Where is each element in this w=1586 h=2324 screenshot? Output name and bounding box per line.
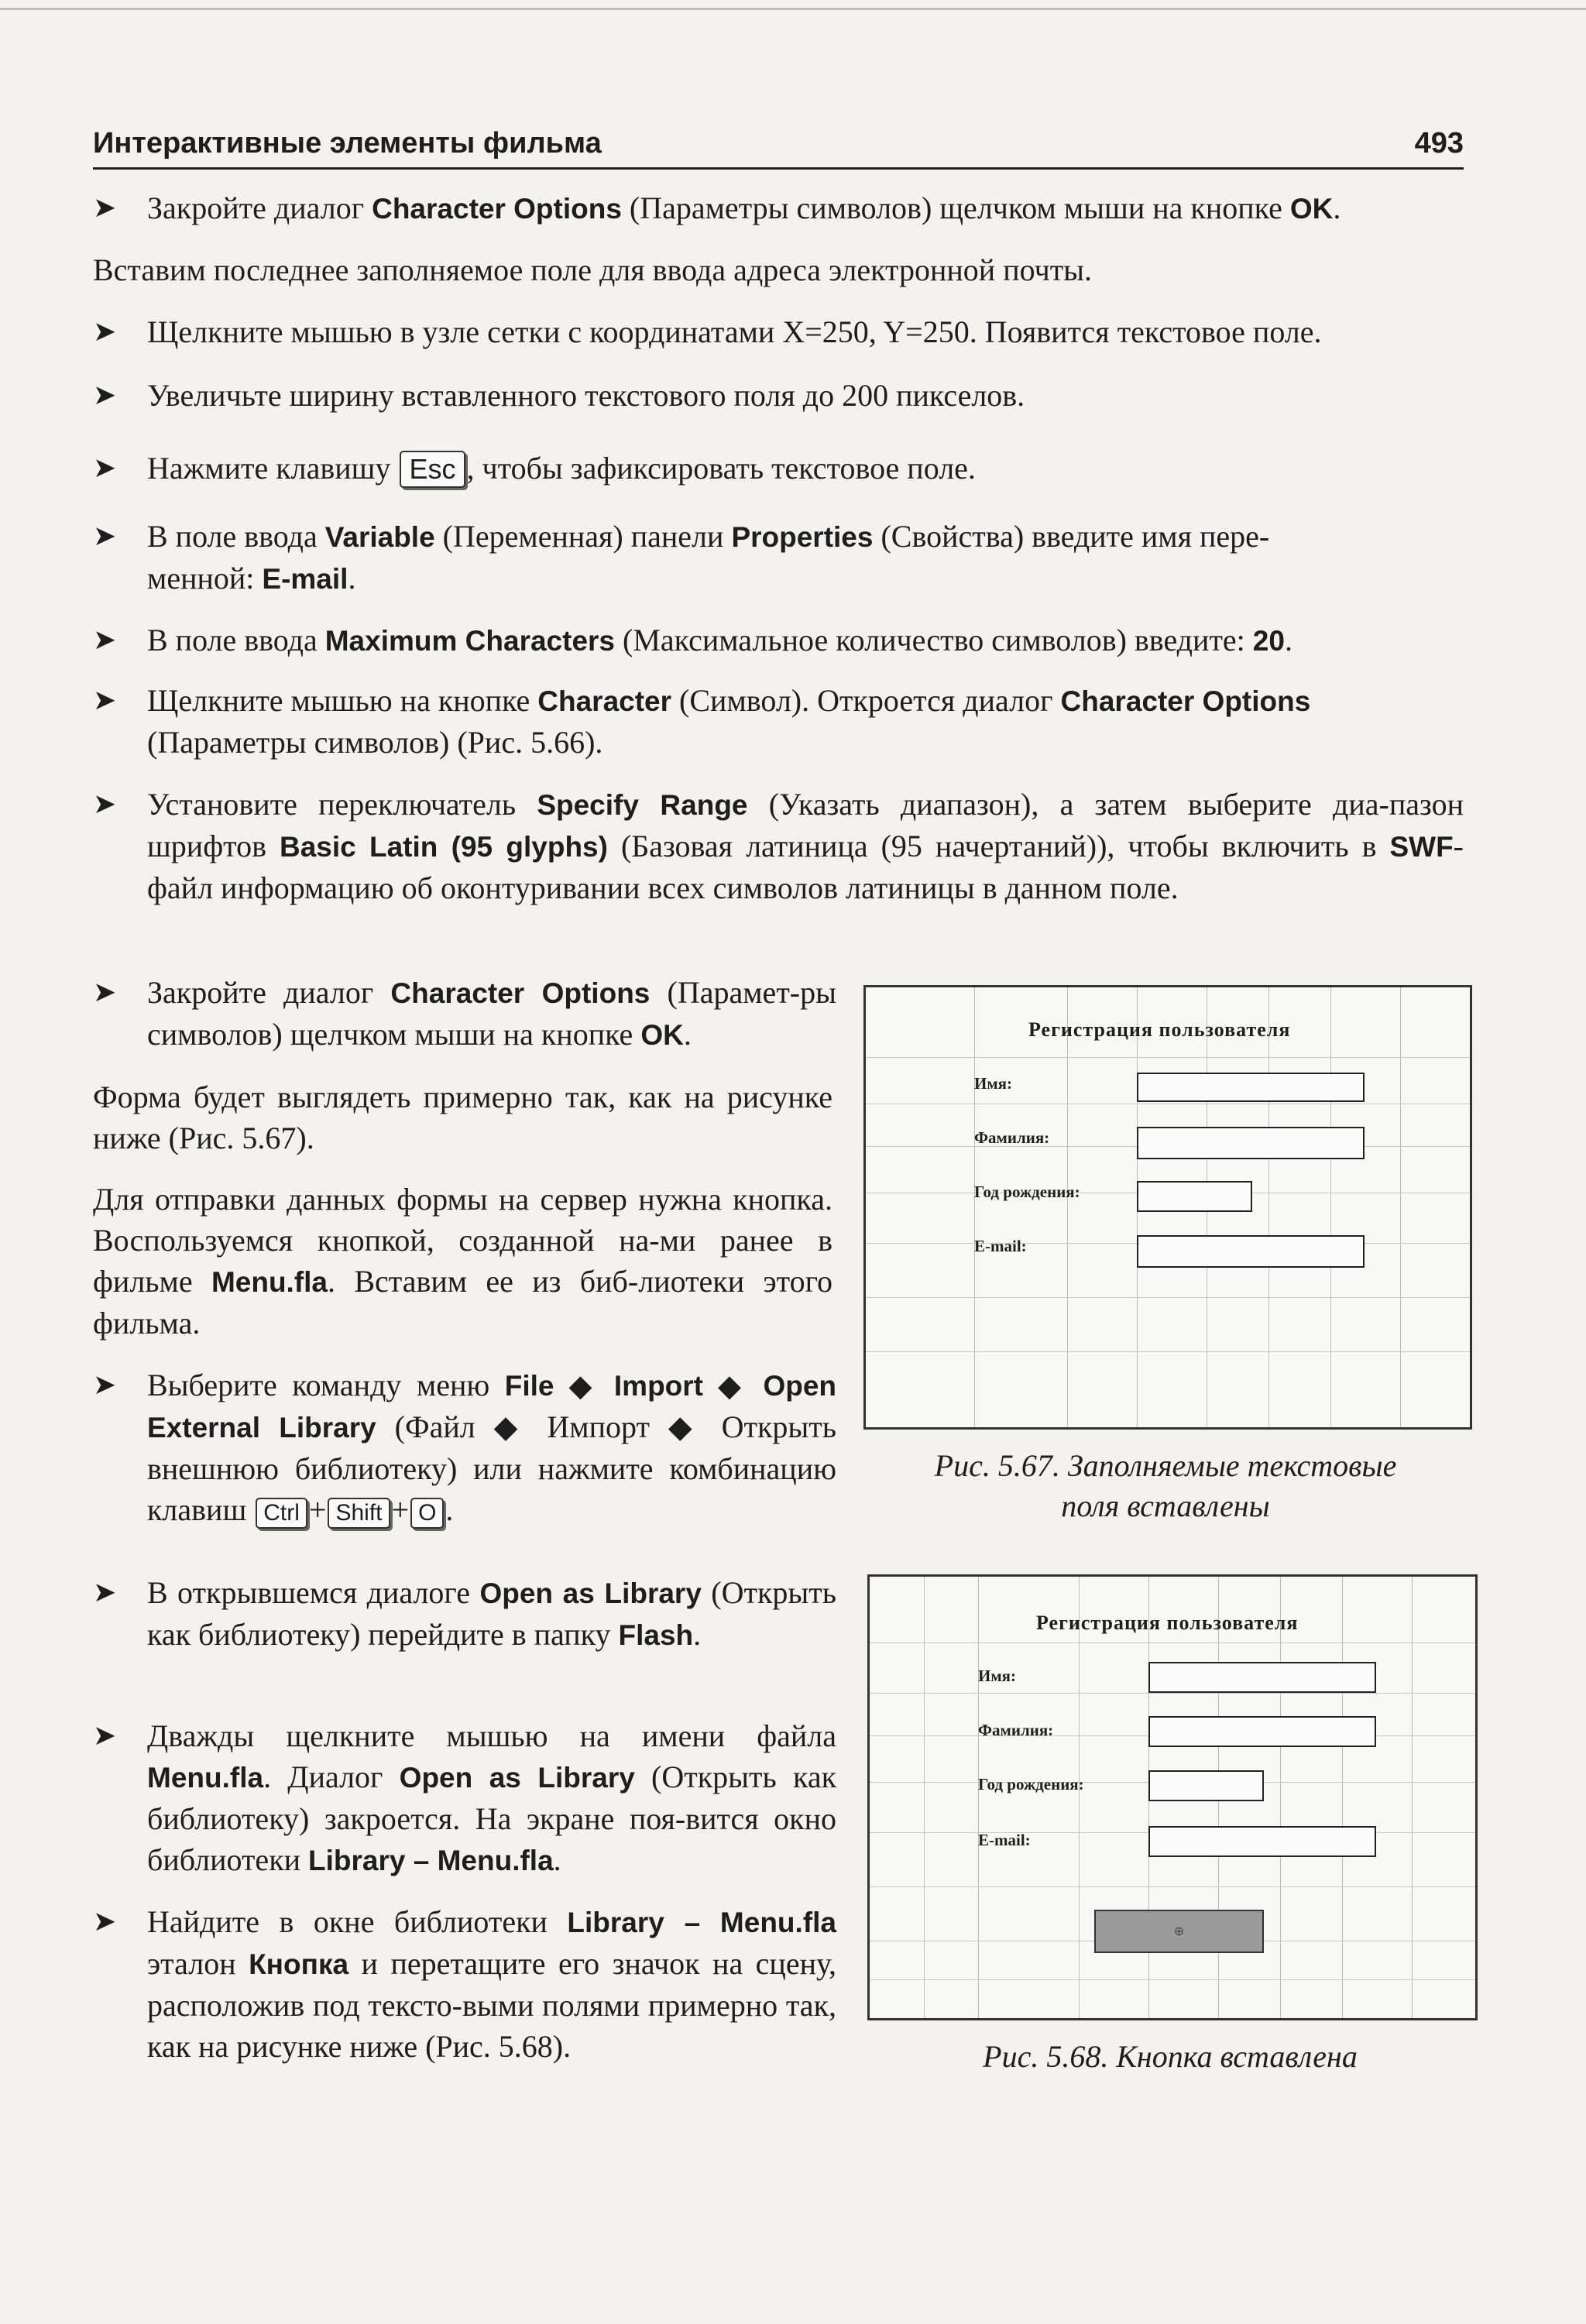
label-last-name: Фамилия: (978, 1721, 1054, 1739)
birth-year-field (1148, 1770, 1264, 1801)
grid-line (870, 1693, 1475, 1694)
bullet-arrow-icon: ➤ (93, 1577, 117, 1608)
figure-5-68-caption: Рис. 5.68. Кнопка вставлена (983, 2039, 1358, 2074)
paragraph-form-preview: Форма будет выглядеть примерно так, как на рисунке ниже (Рис. 5.67). (93, 1080, 832, 1155)
figure-5-67-caption: Рис. 5.67. Заполняемые текстовые поля вставлены (934, 1448, 1397, 1523)
bullet-arrow-icon: ➤ (93, 379, 117, 411)
label-birth-year: Год рождения: (974, 1183, 1080, 1201)
step-widen-field: ➤ Увеличьте ширину вставленного текстового поля до 200 пикселов. (93, 375, 1464, 416)
step-variable: ➤ В поле ввода Variable (Переменная) панели Properties (Свойства) введите имя пере- менной: E-mail. (93, 516, 1464, 599)
page-number: 493 (1414, 127, 1464, 160)
chapter-title: Интерактивные элементы фильма (93, 127, 602, 160)
email-field (1148, 1826, 1376, 1857)
label-email: E-mail: (978, 1831, 1031, 1849)
bullet-arrow-icon: ➤ (93, 1369, 117, 1401)
grid-line (870, 1886, 1475, 1887)
button-symbol-icon: ⊕ (1173, 1925, 1185, 1938)
bullet-arrow-icon: ➤ (93, 977, 117, 1008)
bullet-arrow-icon: ➤ (93, 624, 117, 656)
submit-button (1094, 1910, 1264, 1953)
label-birth-year: Год рождения: (978, 1775, 1084, 1794)
step-max-characters: ➤ В поле ввода Maximum Characters (Максимальное количество символов) введите: 20. (93, 620, 1464, 661)
step-close-dialog-1: ➤ Закройте диалог Character Options (Параметры символов) щелчком мыши на кнопке OK. (93, 187, 1464, 229)
o-key-icon: O (410, 1498, 444, 1529)
bullet-arrow-icon: ➤ (93, 192, 117, 224)
grid-line (1330, 987, 1331, 1427)
grid-line (870, 1979, 1475, 1980)
ctrl-key-icon: Ctrl (256, 1498, 307, 1529)
label-first-name: Имя: (978, 1667, 1016, 1685)
bullet-arrow-icon: ➤ (93, 1720, 117, 1752)
step-open-library: ➤ Выберите команду меню File ◆ Import ◆ Open External Library (Файл ◆ Импорт ◆ Открыть внешнюю библиотеку) или нажмите комбинацию клавиш Ctrl + Shift + O . (93, 1365, 836, 1530)
paragraph-button-intro: Для отправки данных формы на сервер нужна кнопка. Воспользуемся кнопкой, созданной на-ми ранее в фильме Menu.fla. Вставим ее из биб-лиотеки этого фильма. (93, 1182, 833, 1341)
bullet-arrow-icon: ➤ (93, 788, 117, 820)
bullet-arrow-icon: ➤ (93, 685, 117, 716)
label-last-name: Фамилия: (974, 1128, 1050, 1147)
bullet-arrow-icon: ➤ (93, 1906, 117, 1938)
step-close-dialog-2: ➤ Закройте диалог Character Options (Парамет-ры символов) щелчком мыши на кнопке OK. (93, 972, 836, 1056)
figure-5-68-form-with-button (867, 1574, 1478, 2020)
birth-year-field (1137, 1181, 1252, 1212)
form-title: Регистрация пользователя (1028, 1018, 1291, 1041)
grid-line (974, 987, 975, 1427)
form-title: Регистрация пользователя (1036, 1612, 1299, 1634)
step-open-as-library: ➤ В открывшемся диалоге Open as Library (Открыть как библиотеку) перейдите в папку Flash. (93, 1572, 836, 1656)
step-press-esc: ➤ Нажмите клавишу Esc , чтобы зафиксировать текстовое поле. (93, 448, 1464, 489)
shift-key-icon: Shift (328, 1498, 390, 1529)
bullet-arrow-icon: ➤ (93, 316, 117, 348)
step-drag-button: ➤ Найдите в окне библиотеки Library – Menu.fla эталон Кнопка и перетащите его значок на сцену, расположив под тексто-выми полями примерно так, как на рисунке ниже (Рис. 5.68). (93, 1901, 836, 2067)
bullet-arrow-icon: ➤ (93, 520, 117, 552)
step-specify-range: ➤ Установите переключатель Specify Range (Указать диапазон), а затем выберите диа-пазон шрифтов Basic Latin (95 glyphs) (Базовая латиница (95 начертаний)), чтобы включить в SWF-файл информацию об оконтуривании всех символов латиницы в данном поле. (93, 784, 1464, 908)
paragraph-email-intro: Вставим последнее заполняемое поле для ввода адреса электронной почты. (93, 252, 1093, 287)
label-first-name: Имя: (974, 1074, 1012, 1093)
grid-line (1067, 987, 1068, 1427)
email-field (1137, 1235, 1365, 1268)
grid-line (866, 1057, 1470, 1058)
top-rule (0, 8, 1586, 10)
first-name-field (1137, 1073, 1365, 1102)
step-character-button: ➤ Щелкните мышью на кнопке Character (Символ). Откроется диалог Character Options (Параметры символов) (Рис. 5.66). (93, 680, 1464, 763)
grid-line (1400, 987, 1401, 1427)
first-name-field (1148, 1662, 1376, 1693)
last-name-field (1148, 1716, 1376, 1747)
esc-key-icon: Esc (400, 451, 465, 488)
last-name-field (1137, 1127, 1365, 1159)
running-header (93, 124, 1464, 170)
step-double-click-file: ➤ Дважды щелкните мышью на имени файла Menu.fla. Диалог Open as Library (Открыть как библиотеку) закроется. На экране поя-вится окно библиотеки Library – Menu.fla. (93, 1715, 836, 1881)
grid-line (1268, 987, 1269, 1427)
label-email: E-mail: (974, 1237, 1027, 1255)
figure-5-67-form-fields (863, 985, 1472, 1430)
grid-line (866, 1297, 1470, 1298)
grid-line (866, 1351, 1470, 1352)
bullet-arrow-icon: ➤ (93, 452, 117, 484)
step-click-grid: ➤ Щелкните мышью в узле сетки с координатами X=250, Y=250. Появится текстовое поле. (93, 311, 1464, 352)
